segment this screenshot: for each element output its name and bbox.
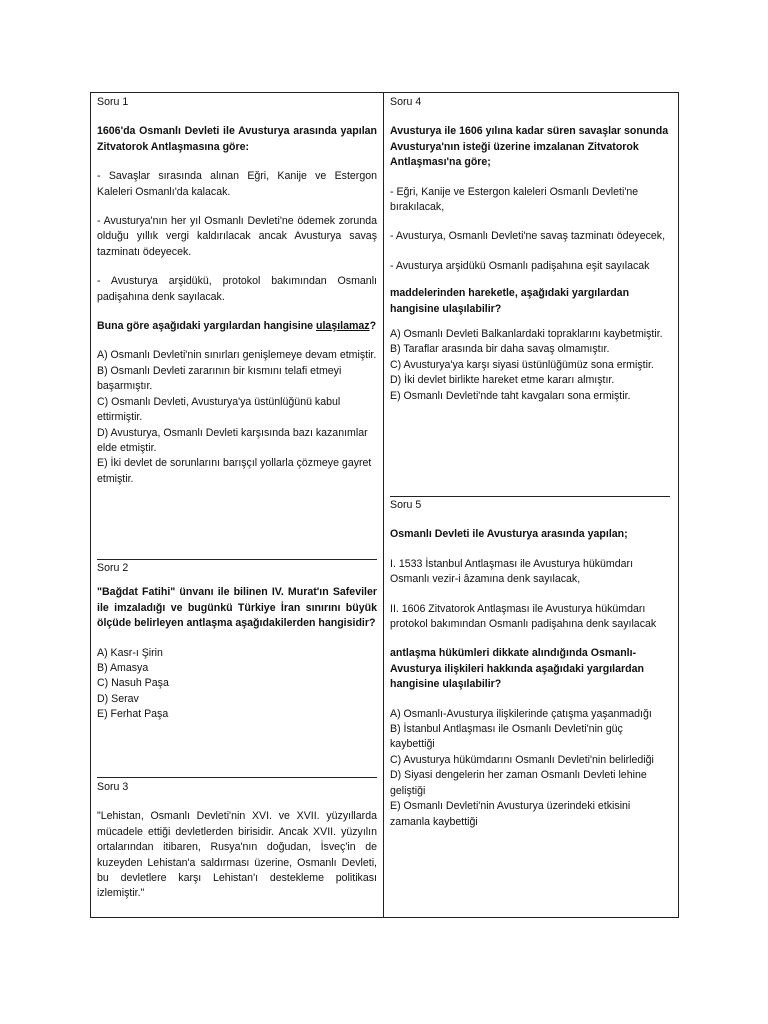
question-2-option-b: B) Amasya [97, 662, 149, 675]
separator-q1-q2 [97, 559, 377, 560]
question-1-option-a: A) Osmanlı Devleti'nin sınırları genişlemeye devam etmiştir. [97, 349, 377, 362]
question-4-label: Soru 4 [390, 96, 422, 108]
question-2 [97, 561, 377, 723]
question-2-option-e: E) Ferhat Paşa [97, 708, 169, 721]
question-2-label: Soru 2 [97, 562, 129, 574]
question-1-option-b: B) Osmanlı Devleti zararının bir kısmını telafi etmeyi başarmıştır. [97, 364, 342, 393]
question-4-option-b: B) Taraflar arasında bir daha savaş olmamıştır. [390, 343, 610, 356]
question-5-item-2: II. 1606 Zitvatorok Antlaşması ile Avusturya hükümdarı protokol bakımından Osmanlı padişahına denk sayılacak [390, 602, 657, 631]
question-5-stem: Osmanlı Devleti ile Avusturya arasında yapılan; [390, 528, 628, 541]
question-1-options [97, 348, 377, 487]
question-5-option-a: A) Osmanlı-Avusturya ilişkilerinde çatışma yaşanmadığı [390, 707, 652, 720]
question-4-option-a: A) Osmanlı Devleti Balkanlardaki topraklarını kaybetmiştir. [390, 328, 663, 341]
question-3-text: "Lehistan, Osmanlı Devleti'nin XVI. ve XVII. yüzyıllarda mücadele ettiği devletlerden birisidir. Ancak XVII. yüzyılın ortalarından itibaren, Rusya'nın doğudan, İsveç'in de kuzeyden Lehistan'a saldırması üzerine, Osmanlı Devleti, bu devletlere karşı Lehistan'ı destekleme politikası izlemiştir." [97, 810, 377, 900]
question-5-label: Soru 5 [390, 499, 422, 511]
question-2-option-c: C) Nasuh Paşa [97, 677, 169, 690]
separator-q4-q5 [390, 496, 670, 497]
question-5-option-d: D) Siyasi dengelerin her zaman Osmanlı Devleti lehine geliştiği [390, 769, 647, 797]
question-5-item-1: I. 1533 İstanbul Antlaşması ile Avusturya hükümdarı Osmanlı vezir-i âzamına denk sayılacak, [390, 557, 634, 586]
question-5-option-e: E) Osmanlı Devleti'nin Avusturya üzerindeki etkisini zamanla kaybettiği [390, 800, 631, 828]
question-1-item-1: - Savaşlar sırasında alınan Eğri, Kanije ve Estergon Kaleleri Osmanlı'da kalacak. [97, 170, 377, 198]
question-4-option-c: C) Avusturya'ya karşı siyasi üstünlüğümüz sona ermiştir. [390, 358, 654, 371]
question-1-label: Soru 1 [97, 96, 129, 108]
question-4-stem: Avusturya ile 1606 yılına kadar süren savaşlar sonunda Avusturya'nın isteği üzerine imzalanan Zitvatorok Antlaşması'na göre; [390, 125, 669, 169]
question-3 [97, 780, 377, 902]
question-5-prompt: antlaşma hükümleri dikkate alındığında Osmanlı-Avusturya ilişkileri hakkında aşağıdaki yargılardan hangisine ulaşılabilir? [390, 647, 644, 691]
question-5-option-b: B) İstanbul Antlaşması ile Osmanlı Devleti'nin güç kaybettiği [390, 723, 623, 751]
question-1-prompt-emphasis: ulaşılamaz [316, 320, 370, 333]
question-5 [390, 498, 670, 830]
question-5-option-c: C) Avusturya hükümdarını Osmanlı Devleti'nin belirlediği [390, 753, 654, 766]
question-1-option-c: C) Osmanlı Devleti, Avusturya'ya üstünlüğünü kabul ettirmiştir. [97, 395, 341, 424]
question-2-options [97, 646, 377, 723]
question-4-item-3: - Avusturya arşidükü Osmanlı padişahına eşit sayılacak [390, 259, 650, 272]
question-2-option-a: A) Kasr-ı Şirin [97, 646, 163, 659]
question-4-prompt: maddelerinden hareketle, aşağıdaki yargılardan hangisine ulaşılabilir? [390, 287, 630, 315]
question-4-option-e: E) Osmanlı Devleti'nde taht kavgaları sona ermiştir. [390, 389, 631, 402]
question-1-item-3: - Avusturya arşidükü, protokol bakımından Osmanlı padişahına denk sayılacak. [97, 275, 377, 303]
separator-q2-q3 [97, 777, 377, 778]
question-5-options [390, 707, 670, 830]
question-1-stem: 1606'da Osmanlı Devleti ile Avusturya arasında yapılan Zitvatorok Antlaşmasına göre: [97, 125, 377, 153]
question-4 [390, 95, 670, 404]
question-1-prompt: Buna göre aşağıdaki yargılardan hangisine ulaşılamaz? [97, 320, 377, 333]
question-1-option-e: E) İki devlet de sorunlarını barışçıl yollarla çözmeye gayret etmiştir. [97, 457, 372, 485]
left-column [91, 93, 384, 917]
question-2-stem: "Bağdat Fatihi" ünvanı ile bilinen IV. Murat'ın Safeviler ile imzaladığı ve bugünkü Türkiye İran sınırını büyük ölçüde belirleyen antlaşma aşağıdakilerden hangisidir? [97, 586, 377, 630]
question-2-option-d: D) Serav [97, 692, 139, 705]
question-3-label: Soru 3 [97, 781, 129, 793]
question-4-option-d: D) İki devlet birlikte hareket etme kararı almıştır. [390, 374, 615, 387]
right-column [384, 93, 678, 917]
question-4-item-1: - Eğri, Kanije ve Estergon kaleleri Osmanlı Devleti'ne bırakılacak, [390, 185, 639, 214]
question-1-item-2: - Avusturya'nın her yıl Osmanlı Devleti'ne ödemek zorunda olduğu yıllık vergi kaldırılacak ancak Avusturya savaş tazminatı ödeyecek. [97, 215, 377, 258]
question-sheet [90, 92, 679, 918]
question-1 [97, 95, 377, 487]
question-1-option-d: D) Avusturya, Osmanlı Devleti karşısında bazı kazanımlar elde etmiştir. [97, 426, 368, 454]
question-4-options [390, 327, 670, 404]
question-4-item-2: - Avusturya, Osmanlı Devleti'ne savaş tazminatı ödeyecek, [390, 230, 666, 243]
